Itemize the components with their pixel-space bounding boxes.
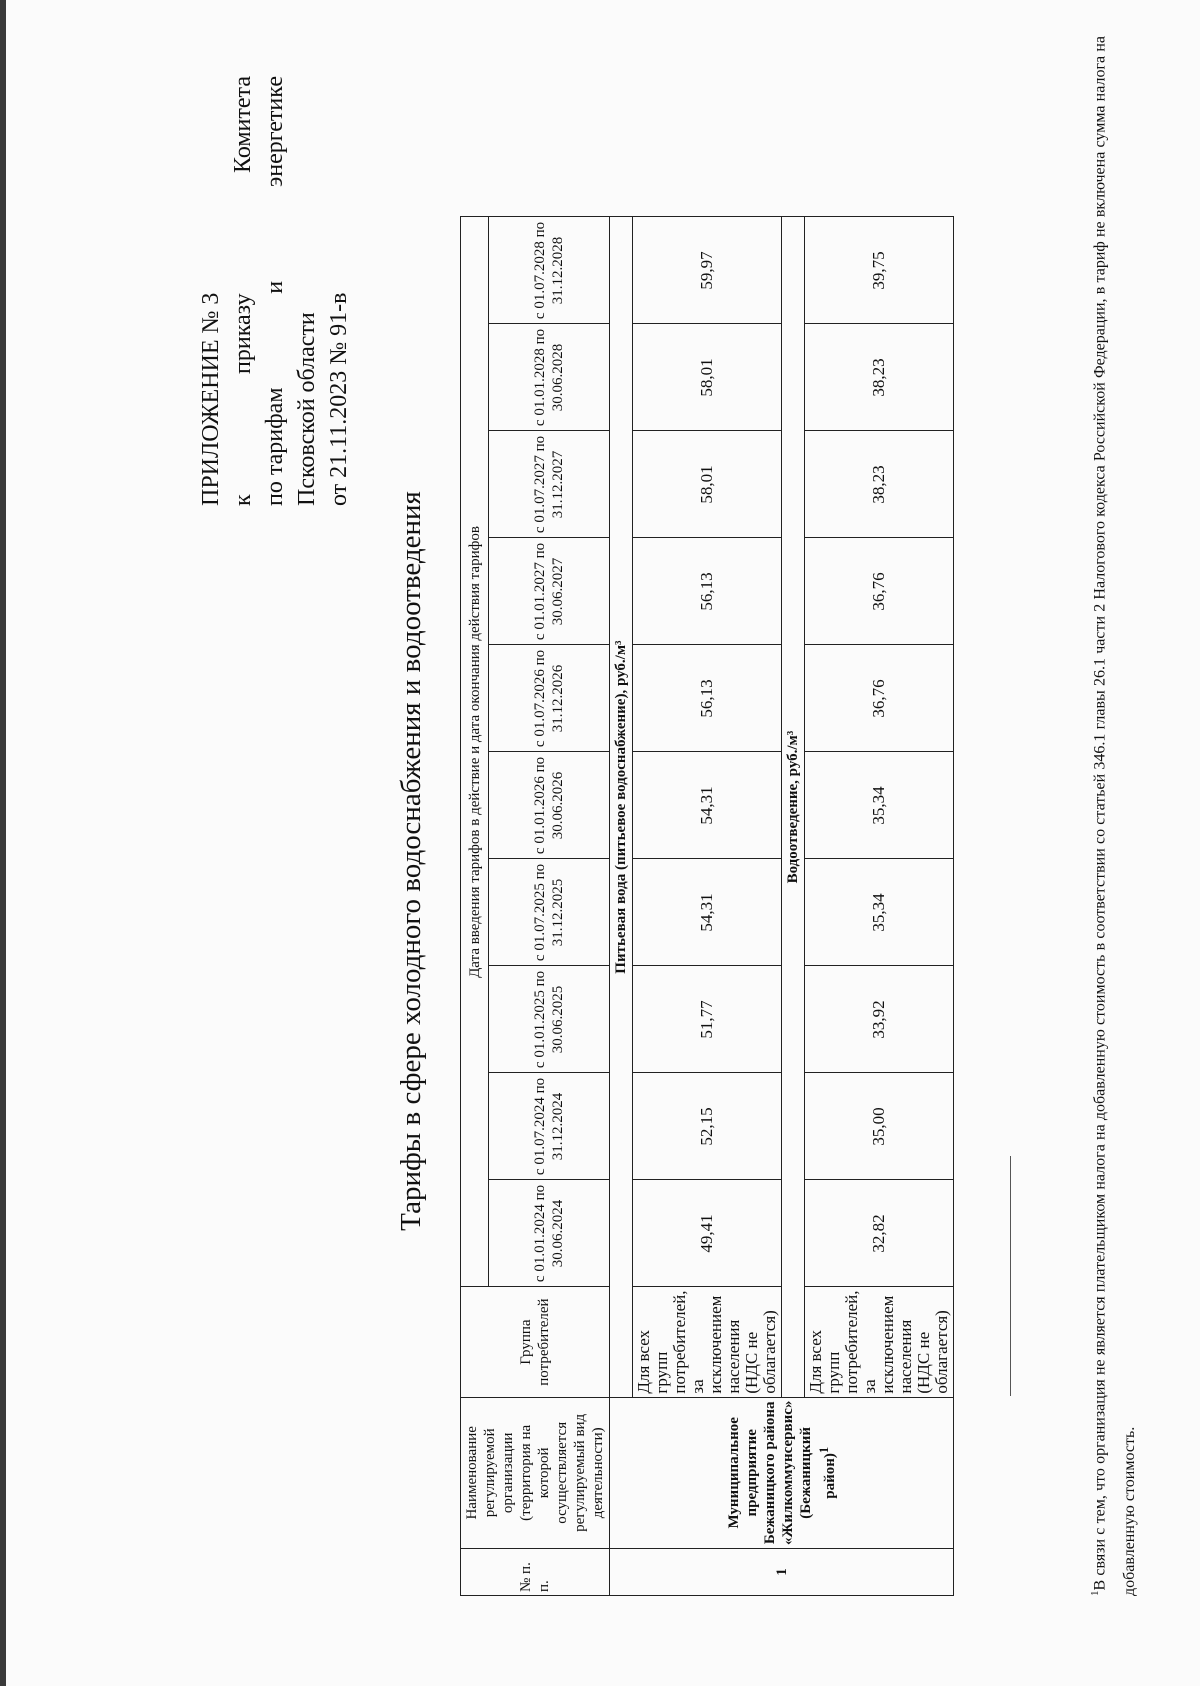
table-row-sewer — [805, 217, 954, 1596]
appendix-date: от 21.11.2023 № 91-в — [326, 292, 352, 506]
header-num: № п. п. — [461, 1549, 610, 1596]
period-header: с 01.07.2027 по 31.12.2027 — [489, 431, 610, 538]
row-number: 1 — [610, 1549, 954, 1596]
water-value: 58,01 — [633, 324, 782, 431]
sewer-value: 36,76 — [805, 538, 954, 645]
section-water-title: Питьевая вода (питьевое водоснабжение), руб./м³ — [610, 217, 633, 1397]
period-header: с 01.01.2028 по 30.06.2028 — [489, 324, 610, 431]
period-header: с 01.01.2025 по 30.06.2025 — [489, 966, 610, 1073]
appendix-header — [195, 76, 355, 506]
sewer-value: 32,82 — [805, 1180, 954, 1287]
org-name: Муниципальное предприятие Бежаницкого района «Жилкоммунсервис» (Бежаницкий район) — [725, 1400, 838, 1545]
appendix-number: ПРИЛОЖЕНИЕ № 3 — [198, 292, 224, 506]
appendix-region: Псковской области — [294, 312, 320, 506]
period-header: с 01.07.2026 по 31.12.2026 — [489, 645, 610, 752]
water-value: 52,15 — [633, 1073, 782, 1180]
appendix-word-order: приказу — [230, 293, 256, 374]
document-title: Тарифы в сфере холодного водоснабжения и водоотведения — [395, 491, 427, 1231]
water-value: 58,01 — [633, 431, 782, 538]
group-water: Для всех групп потребителей, за исключением населения (НДС не облагается) — [633, 1287, 782, 1397]
sewer-value: 38,23 — [805, 324, 954, 431]
footnote — [1080, 36, 1145, 1596]
sewer-value: 36,76 — [805, 645, 954, 752]
sewer-value: 38,23 — [805, 431, 954, 538]
water-value: 56,13 — [633, 538, 782, 645]
sewer-value: 35,34 — [805, 859, 954, 966]
water-value: 59,97 — [633, 217, 782, 324]
period-header: с 01.01.2026 по 30.06.2026 — [489, 752, 610, 859]
water-value: 49,41 — [633, 1180, 782, 1287]
appendix-tariff-line — [259, 76, 291, 506]
header-dates-caption: Дата введения тарифов в действие и дата окончания действия тарифов — [461, 217, 489, 1287]
water-value: 54,31 — [633, 752, 782, 859]
sewer-value: 35,00 — [805, 1073, 954, 1180]
water-value: 54,31 — [633, 859, 782, 966]
org-footnote-marker: 1 — [816, 1446, 831, 1454]
header-group: Группа потребителей — [461, 1287, 610, 1397]
footnote-text: В связи с тем, что организация не является плательщиком налога на добавленную стоимость в соответствии со статьей 346.1 главы 26.1 части 2 Налогового кодекса Российской Федерации, в тариф не включена сумма налога на добавленную стоимость. — [1091, 36, 1139, 1596]
header-org: Наименование регулируемой организации (территория на которой осуществляется регулируемый вид деятельности) — [461, 1397, 610, 1548]
footnote-separator — [1010, 1156, 1011, 1396]
appendix-word-committee: Комитета — [230, 76, 256, 173]
table-header-row — [461, 217, 489, 1596]
sewer-value: 39,75 — [805, 217, 954, 324]
appendix-word-tariffs: по тарифам — [262, 387, 288, 506]
section-row-water — [610, 217, 633, 1596]
tariff-table — [460, 217, 954, 1597]
sewer-value: 33,92 — [805, 966, 954, 1073]
appendix-word-k: к — [230, 494, 256, 506]
group-sewer: Для всех групп потребителей, за исключением населения (НДС не облагается) — [805, 1287, 954, 1397]
period-header: с 01.07.2028 по 31.12.2028 — [489, 217, 610, 324]
org-name-cell — [610, 1397, 954, 1548]
period-header: с 01.07.2025 по 31.12.2025 — [489, 859, 610, 966]
appendix-word-energy: энергетике — [262, 76, 288, 188]
sewer-value: 35,34 — [805, 752, 954, 859]
water-value: 51,77 — [633, 966, 782, 1073]
appendix-word-and: и — [262, 280, 288, 294]
period-header: с 01.01.2024 по 30.06.2024 — [489, 1180, 610, 1287]
footnote-marker: 1 — [1089, 1590, 1101, 1596]
table-row-water — [633, 217, 782, 1596]
section-sewer-title: Водоотведение, руб./м³ — [782, 217, 805, 1397]
period-header: с 01.07.2024 по 31.12.2024 — [489, 1073, 610, 1180]
appendix-order-line — [227, 76, 259, 506]
water-value: 56,13 — [633, 645, 782, 752]
section-row-sewer — [782, 217, 805, 1596]
period-header: с 01.01.2027 по 30.06.2027 — [489, 538, 610, 645]
